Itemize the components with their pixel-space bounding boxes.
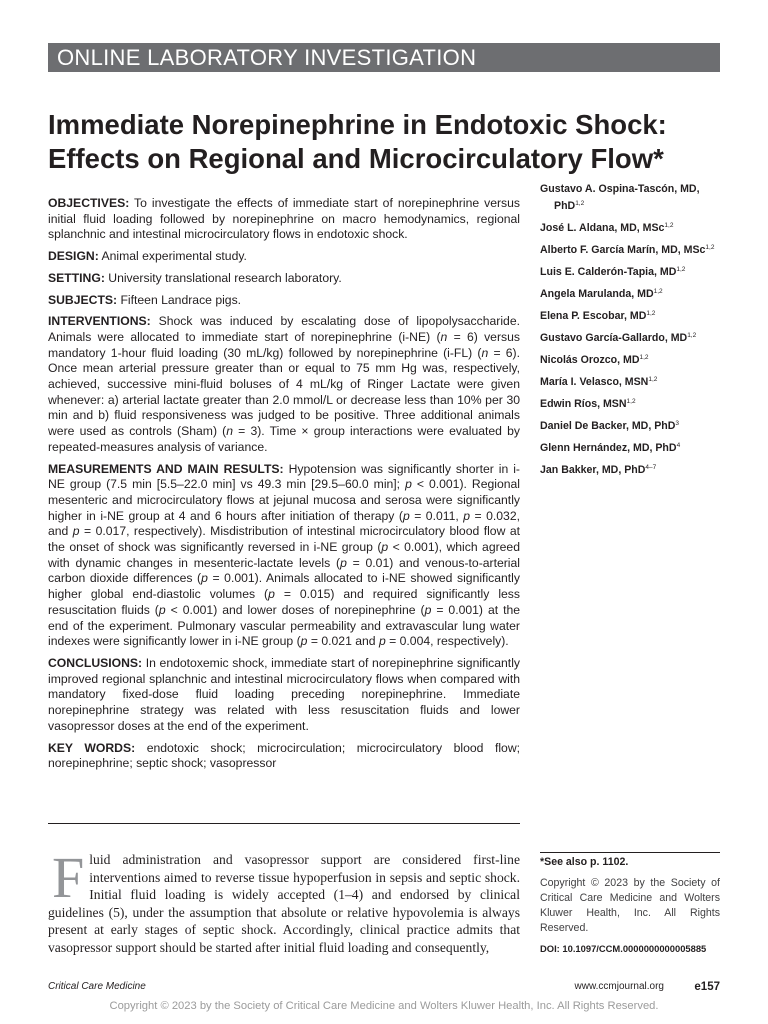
author: Angela Marulanda, MD$^{1,2}$ xyxy=(540,287,663,300)
interventions-label: INTERVENTIONS: xyxy=(48,314,151,329)
sidebar-copyright: Copyright © 2023 by the Society of Critical Care Medicine and Wolters Kluwer Health, Inc. All Rights Reserved. xyxy=(540,877,720,934)
see-also-note: *See also p. 1102. xyxy=(540,856,629,868)
author: Alberto F. García Marín, MD, MSc$^{1,2}$ xyxy=(540,243,715,256)
journal-name: Critical Care Medicine xyxy=(48,981,146,992)
section-banner: ONLINE LABORATORY INVESTIGATION xyxy=(48,43,720,72)
doi: DOI: 10.1097/CCM.0000000000005885 xyxy=(540,943,707,954)
abstract-divider xyxy=(48,823,520,824)
objectives-paragraph xyxy=(48,196,520,243)
author: Glenn Hernández, MD, PhD$^4$ xyxy=(540,441,681,454)
author-list xyxy=(540,183,720,483)
results-paragraph xyxy=(48,462,520,650)
design-text: Animal experimental study. xyxy=(101,249,247,264)
page-number: e157 xyxy=(694,981,720,993)
conclusions-text: In endotoxemic shock, immediate start of norepinephrine significantly improved regional splanchnic and intestinal microcirculatory flows when compared with mandatory fixed-dose fluid loading preceding norepinephrine. Immediate norepinephrine strategy was related with less resuscitation fluids and lower vasopressor doses at the end of the experiment. xyxy=(48,655,520,733)
design-paragraph xyxy=(48,249,520,265)
conclusions-label: CONCLUSIONS: xyxy=(48,655,143,670)
author: Gustavo A. Ospina-Tascón, MD, PhD$^{1,2}$ xyxy=(540,183,700,212)
subjects-label: SUBJECTS: xyxy=(48,292,118,307)
conclusions-paragraph xyxy=(48,656,520,735)
title-line-2: Effects on Regional and Microcirculatory Flow* xyxy=(48,143,664,174)
subjects-text: Fifteen Landrace pigs. xyxy=(120,292,242,307)
author: Gustavo García-Gallardo, MD$^{1,2}$ xyxy=(540,331,697,344)
author: Luis E. Calderón-Tapia, MD$^{1,2}$ xyxy=(540,265,686,278)
keywords-text: endotoxic shock; microcirculation; microcirculatory blood flow; norepinephrine; septic shock; vasopressor xyxy=(48,740,521,771)
objectives-text: To investigate the effects of immediate start of norepinephrine versus initial fluid loading followed by norepinephrine on macro hemodynamics, regional splanchnic and intestinal microcirculatory flows in endotoxic shock. xyxy=(48,196,520,242)
author: Daniel De Backer, MD, PhD$^3$ xyxy=(540,419,680,432)
title-line-1: Immediate Norepinephrine in Endotoxic Shock: xyxy=(48,109,667,140)
author: José L. Aldana, MD, MSc$^{1,2}$ xyxy=(540,221,674,234)
objectives-label: OBJECTIVES: xyxy=(48,196,130,210)
author: María I. Velasco, MSN$^{1,2}$ xyxy=(540,375,658,388)
journal-url[interactable]: www.ccmjournal.org xyxy=(574,981,664,992)
author: Edwin Ríos, MSN$^{1,2}$ xyxy=(540,397,636,410)
author: Jan Bakker, MD, PhD$^{4-7}$ xyxy=(540,463,657,476)
setting-paragraph xyxy=(48,271,520,287)
article-title xyxy=(48,108,728,176)
setting-label: SETTING: xyxy=(48,270,105,285)
design-label: DESIGN: xyxy=(48,249,99,264)
results-text: Hypotension was significantly shorter in i-NE group (7.5 min [5.5–22.0 min] vs 49.3 min [29.5–60.0 min]; p < 0.001). Regional mesenteric and microcirculatory flows at jejunal mucosa and serosa were significantly higher in i-NE group at 4 and 6 hours after initiation of therapy (p = 0.011, p = 0.032, and p = 0.017, respectively). Misdistribution of intestinal microcirculatory blood flow at the onset of shock was significantly reversed in i-NE group (p < 0.001), which agreed with dynamic changes in mesenteric-lactate levels (p = 0.01) and venous-to-arterial carbon dioxide differences (p = 0.001). Animals allocated to i-NE showed significantly higher global end-diastolic volumes (p = 0.015) and required significantly less resuscitation fluids (p < 0.001) and lower doses of norepinephrine (p = 0.001) at the end of the experiment. Pulmonary vascular permeability and extravascular lung water indexes were significantly lower in i-NE group (p = 0.021 and p = 0.004, respectively). xyxy=(48,461,521,649)
keywords-paragraph xyxy=(48,741,520,772)
sidebar-notes xyxy=(540,855,720,956)
interventions-text: Shock was induced by escalating dose of lipopolysaccharide. Animals were allocated to immediate start of norepinephrine (i-NE) (n = 6) versus mandatory 1-hour fluid loading (30 mL/kg) followed by norepinephrine (i-FL) (n = 6). Once mean arterial pressure greater than or equal to 75 mm Hg was, respectively, achieved, successive mini-fluid boluses of 4 mL/kg of Ringer Lactate were given whenever: a) arterial lactate greater than 2.0 mmol/L or decrease less than 10% per 30 min and b) fluid responsiveness was judged to be positive. Three additional animals were used as controls (Sham) (n = 3). Time × group interactions were evaluated by repeated-measures analysis of variance. xyxy=(48,314,521,454)
author: Nicolás Orozco, MD$^{1,2}$ xyxy=(540,353,649,366)
interventions-paragraph xyxy=(48,314,520,455)
intro-text: luid administration and vasopressor support are considered first-line interventions aimed to reverse tissue hypoperfusion in sepsis and septic shock. Initial fluid loading is widely accepted (1–4) and endorsed by clinical guidelines (5), under the assumption that absolute or relative hypovolemia is always present at early stages of septic shock. Accordingly, clinical practice admits that vasopressor support should be started after initial fluid loading and consequently, xyxy=(48,852,520,955)
intro-paragraph xyxy=(48,845,520,957)
page-footer xyxy=(48,979,720,995)
setting-text: University translational research laboratory. xyxy=(108,270,342,285)
results-label: MEASUREMENTS AND MAIN RESULTS: xyxy=(48,461,284,476)
copyright-notice: Copyright © 2023 by the Society of Critical Care Medicine and Wolters Kluwer Health, Inc. All Rights Reserved. xyxy=(109,1000,659,1012)
author: Elena P. Escobar, MD$^{1,2}$ xyxy=(540,309,656,322)
subjects-paragraph xyxy=(48,293,520,309)
keywords-label: KEY WORDS: xyxy=(48,740,136,755)
sidebar-divider xyxy=(540,852,720,853)
abstract xyxy=(48,196,520,778)
drop-cap: F xyxy=(52,845,85,910)
